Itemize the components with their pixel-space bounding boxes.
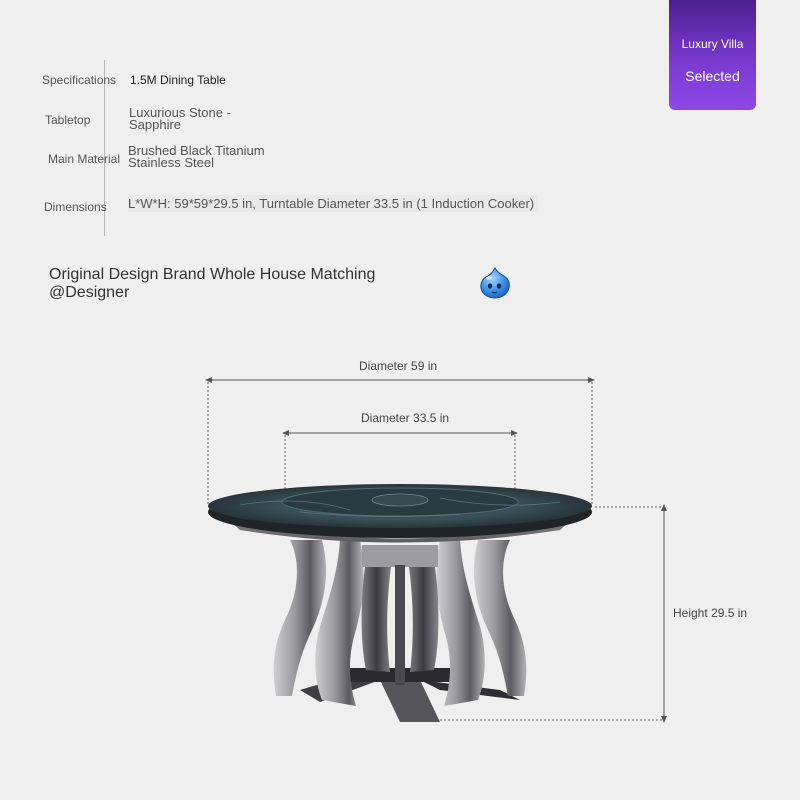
badge-line2: Selected [685, 68, 740, 84]
brand-line1: Original Design Brand Whole House Matching [49, 266, 376, 283]
spec-label-dimensions: Dimensions [44, 200, 107, 214]
spec-label-tabletop: Tabletop [45, 113, 91, 127]
spec-label-main-material: Main Material [48, 152, 121, 166]
spec-value-line: Luxurious Stone - [129, 105, 231, 120]
height-label: Height 29.5 in [673, 606, 748, 620]
brand-line2: @Designer [49, 284, 130, 301]
badge-line1: Luxury Villa [681, 37, 744, 51]
spec-label-specifications: Specifications [42, 73, 117, 87]
inner-diameter-label: Diameter 33.5 in [361, 411, 450, 425]
spec-value-line: Brushed Black Titanium [128, 143, 265, 158]
outer-diameter-label: Diameter 59 in [359, 359, 438, 373]
stone-tabletop [208, 484, 592, 538]
table-legs [274, 540, 527, 706]
spec-value-line: 1.5M Dining Table [130, 73, 226, 87]
spec-value-line: Stainless Steel [128, 155, 214, 170]
spec-value-line: Sapphire [129, 117, 182, 132]
spec-value-line: L*W*H: 59*59*29.5 in, Turntable Diameter 33.5 in (1 Induction Cooker) [128, 195, 538, 212]
